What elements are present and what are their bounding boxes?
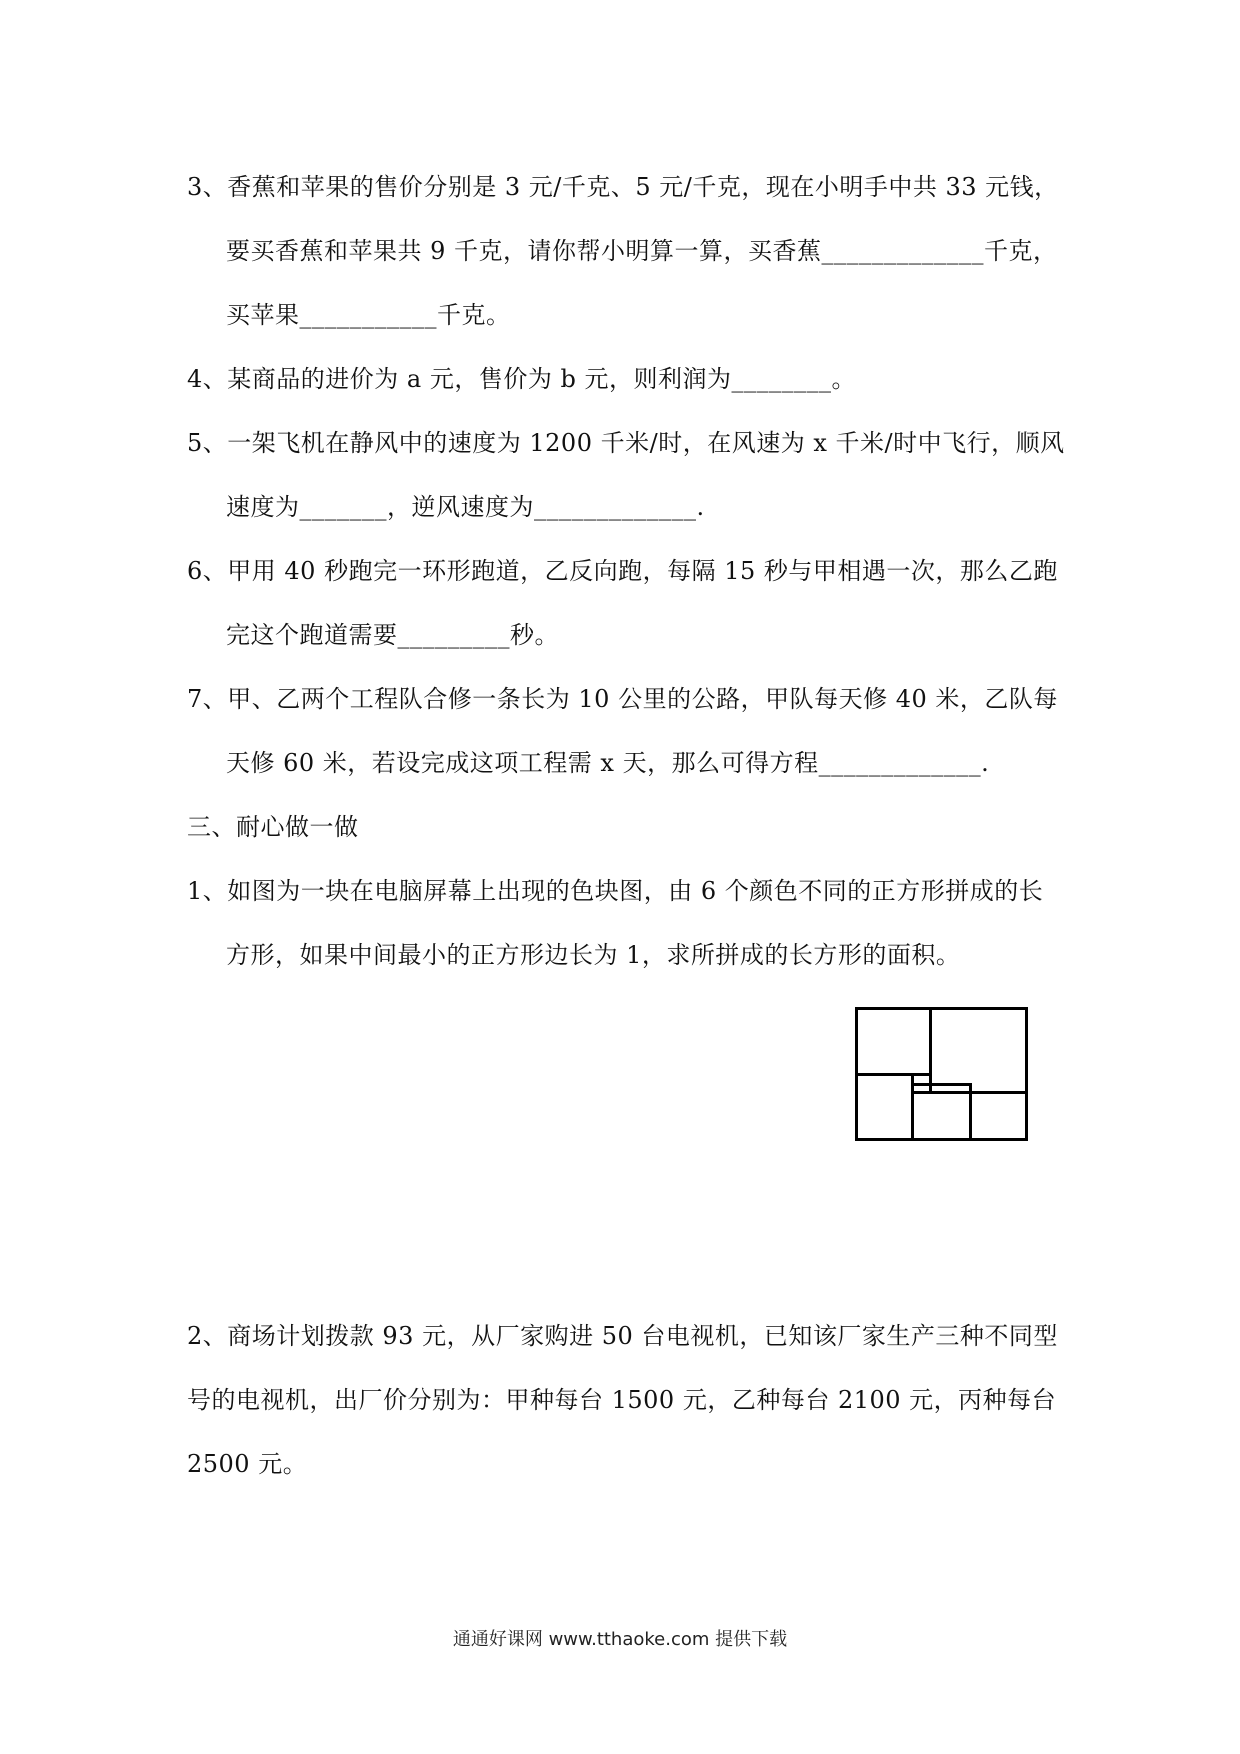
page-footer: 通通好课网 www.tthaoke.com 提供下载 — [452, 1629, 788, 1650]
square-top-left — [857, 1009, 931, 1075]
problem-2-line-2: 号的电视机，出厂价分别为：甲种每台 1500 元，乙种每台 2100 元，丙种每台 — [187, 1386, 1057, 1414]
question-3-line-3: 买苹果___________千克。 — [226, 301, 511, 329]
question-6-line-1: 6、甲用 40 秒跑完一环形跑道，乙反向跑，每隔 15 秒与甲相遇一次，那么乙跑 — [187, 557, 1058, 585]
question-6-line-2: 完这个跑道需要_________秒。 — [226, 621, 559, 649]
question-5-line-2: 速度为_______，逆风速度为_____________. — [226, 493, 705, 521]
square-top-right — [931, 1009, 1027, 1093]
question-3-line-1: 3、香蕉和苹果的售价分别是 3 元/千克、5 元/千克，现在小明手中共 33 元钱， — [187, 173, 1059, 201]
problem-2-line-3: 2500 元。 — [187, 1450, 308, 1478]
section-heading-3: 三、耐心做一做 — [187, 813, 359, 841]
problem-1-line-2: 方形，如果中间最小的正方形边长为 1，求所拼成的长方形的面积。 — [226, 941, 961, 969]
square-tiling-diagram — [855, 1007, 1029, 1143]
question-7-line-2: 天修 60 米，若设完成这项工程需 x 天，那么可得方程_____________. — [226, 749, 990, 777]
question-3-line-2: 要买香蕉和苹果共 9 千克，请你帮小明算一算，买香蕉_____________千克， — [226, 237, 1058, 265]
square-bottom-left — [857, 1075, 913, 1140]
problem-2-line-1: 2、商场计划拨款 93 元，从厂家购进 50 台电视机，已知该厂家生产三种不同型 — [187, 1322, 1058, 1350]
question-7-line-1: 7、甲、乙两个工程队合修一条长为 10 公里的公路，甲队每天修 40 米，乙队每 — [187, 685, 1058, 713]
problem-1-line-1: 1、如图为一块在电脑屏幕上出现的色块图，由 6 个颜色不同的正方形拼成的长 — [187, 877, 1044, 905]
question-4: 4、某商品的进价为 a 元，售价为 b 元，则利润为________。 — [187, 365, 856, 393]
square-bottom-right — [971, 1093, 1027, 1140]
square-tiling-figure — [855, 1007, 1029, 1147]
question-5-line-1: 5、一架飞机在静风中的速度为 1200 千米/时，在风速为 x 千米/时中飞行，顺风 — [187, 429, 1065, 457]
